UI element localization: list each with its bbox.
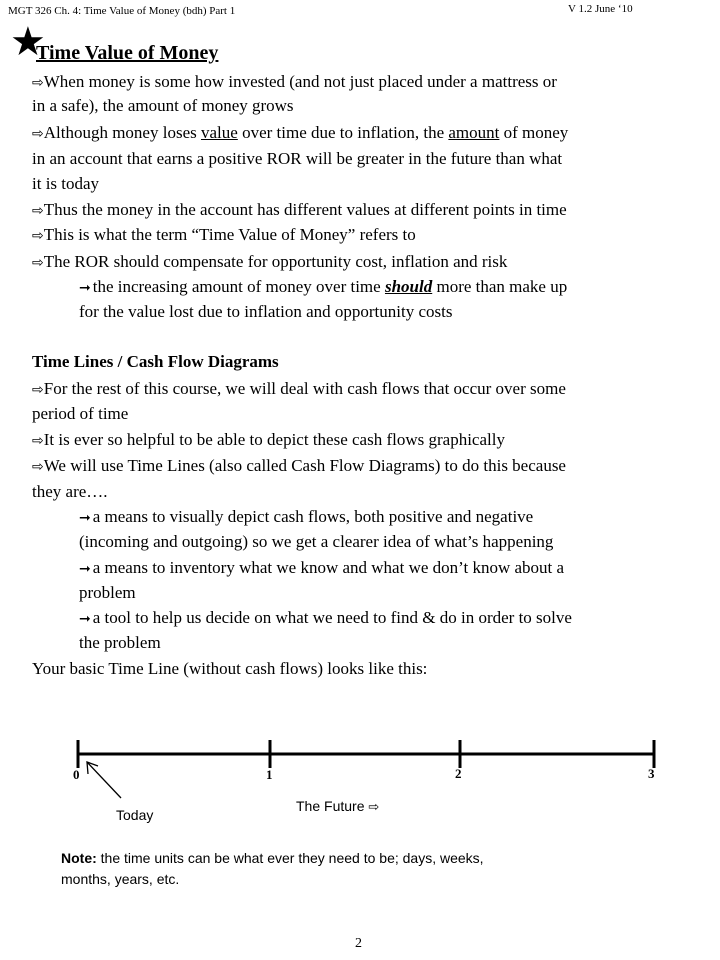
bullet-c2: ⇨It is ever so helpful to be able to depict these cash flows graphically bbox=[32, 430, 505, 449]
arrow-right-icon: ⇨ bbox=[32, 75, 44, 91]
arrow-right-icon: ⇨ bbox=[368, 800, 380, 815]
timeline-label-0: 0 bbox=[73, 767, 80, 782]
bullet-4: ⇨This is what the term “Time Value of Money” refers to bbox=[32, 225, 416, 244]
bullet-1-line-2: in a safe), the amount of money grows bbox=[32, 96, 294, 115]
arrow-right-small-icon: ➞ bbox=[79, 561, 91, 577]
sub-bullet-d2-line-1: ➞ a means to inventory what we know and what we don’t know about a bbox=[79, 558, 565, 577]
bullet-2-line-2: in an account that earns a positive ROR will be greater in the future than what bbox=[32, 149, 563, 168]
arrow-right-icon: ⇨ bbox=[32, 255, 44, 271]
sub-bullet-d3-line-2: the problem bbox=[79, 633, 161, 652]
timeline-diagram bbox=[0, 730, 720, 830]
timeline-label-2: 2 bbox=[455, 766, 462, 781]
arrow-right-small-icon: ➞ bbox=[79, 510, 91, 526]
bullet-c3-line-2: they are…. bbox=[32, 482, 108, 501]
sub-bullet-1-line-1: ➞ the increasing amount of money over time should more than make up bbox=[79, 277, 568, 296]
arrow-right-icon: ⇨ bbox=[32, 203, 44, 219]
sub-bullet-1-line-2: for the value lost due to inflation and opportunity costs bbox=[79, 302, 453, 321]
header-right: V 1.2 June ‘10 bbox=[568, 3, 633, 15]
arrow-right-icon: ⇨ bbox=[32, 126, 44, 142]
sub-bullet-d1-line-1: ➞ a means to visually depict cash flows, both positive and negative bbox=[79, 507, 534, 526]
header-left: MGT 326 Ch. 4: Time Value of Money (bdh) Part 1 bbox=[8, 5, 236, 17]
bullet-c1-line-2: period of time bbox=[32, 404, 129, 423]
arrow-right-icon: ⇨ bbox=[32, 228, 44, 244]
arrow-right-icon: ⇨ bbox=[32, 433, 44, 449]
page-title: Time Value of Money bbox=[36, 42, 219, 64]
today-arrow bbox=[87, 762, 121, 798]
bullet-1-line-1: ⇨When money is some how invested (and not just placed under a mattress or bbox=[32, 72, 557, 91]
arrow-right-small-icon: ➞ bbox=[79, 611, 91, 627]
arrow-right-icon: ⇨ bbox=[32, 459, 44, 475]
star-icon: ★ bbox=[10, 19, 46, 64]
note-label: Note: bbox=[61, 850, 97, 866]
bullet-5: ⇨The ROR should compensate for opportunity cost, inflation and risk bbox=[32, 252, 508, 271]
timeline-label-1: 1 bbox=[266, 767, 273, 782]
page-number: 2 bbox=[355, 936, 362, 951]
arrow-right-small-icon: ➞ bbox=[79, 280, 91, 296]
sub-bullet-d1-line-2: (incoming and outgoing) so we get a clearer idea of what’s happening bbox=[79, 532, 554, 551]
sub-bullet-d2-line-2: problem bbox=[79, 583, 136, 602]
today-label: Today bbox=[116, 807, 154, 823]
timeline-label-3: 3 bbox=[648, 766, 655, 781]
bullet-c1-line-1: ⇨For the rest of this course, we will deal with cash flows that occur over some bbox=[32, 379, 566, 398]
bullet-c3-line-1: ⇨We will use Time Lines (also called Cash Flow Diagrams) to do this because bbox=[32, 456, 566, 475]
note: Note: the time units can be what ever they need to be; days, weeks, months, years, etc. bbox=[61, 850, 484, 887]
future-label: The Future ⇨ bbox=[296, 798, 380, 815]
bullet-2-line-3: it is today bbox=[32, 174, 100, 193]
arrow-right-icon: ⇨ bbox=[32, 382, 44, 398]
section-heading: Time Lines / Cash Flow Diagrams bbox=[32, 352, 279, 371]
closing-line: Your basic Time Line (without cash flows) looks like this: bbox=[32, 659, 428, 678]
sub-bullet-d3-line-1: ➞ a tool to help us decide on what we need to find & do in order to solve bbox=[79, 608, 572, 627]
bullet-3: ⇨Thus the money in the account has different values at different points in time bbox=[32, 200, 567, 219]
bullet-2-line-1: ⇨Although money loses value over time due to inflation, the amount of money bbox=[32, 123, 569, 142]
